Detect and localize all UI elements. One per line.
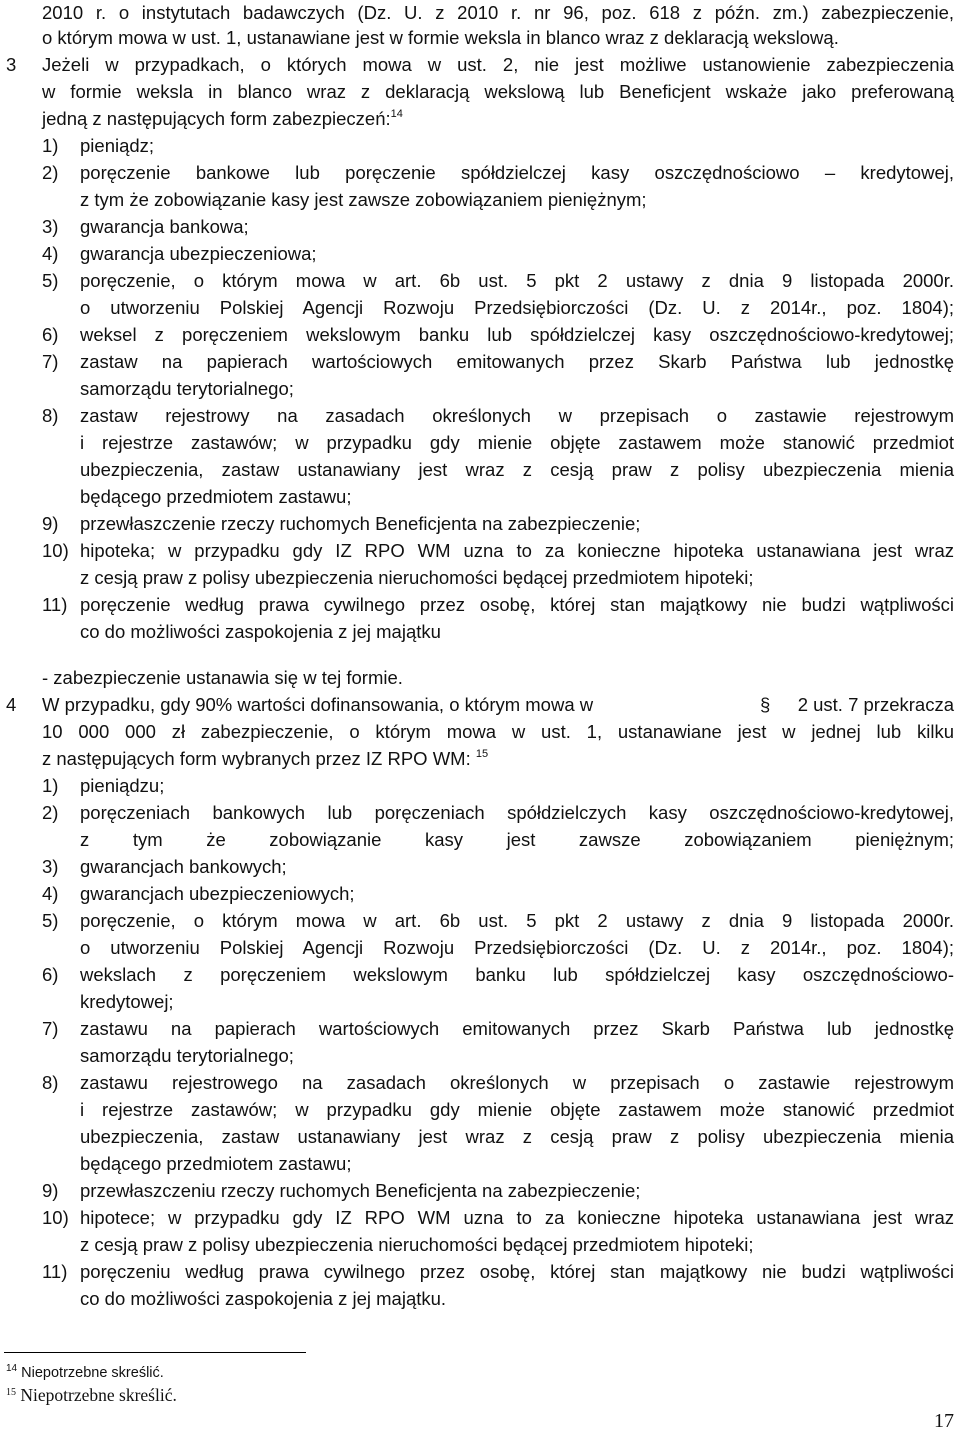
section-3-line-1: Jeżeli w przypadkach, o których mowa w ust. 2, nie jest możliwe ustanowienie zabezpieczenia (42, 54, 954, 75)
section-4-item-text: będącego przedmiotem zastawu; (80, 1153, 352, 1174)
section-4-item-number: 11) (42, 1261, 68, 1282)
section-4-item-number: 6) (42, 964, 59, 985)
footnote-15: $^{15}$ Niepotrzebne skreślić. (6, 1385, 177, 1405)
section-4-item-text: hipotece; w przypadku gdy IZ RPO WM uzna to za konieczne hipoteka ustanawiana jest wraz (80, 1207, 954, 1228)
section-3-item-number: 1) (42, 135, 59, 156)
section-4-item-text: z cesją praw z polisy ubezpieczenia nieruchomości będącej przedmiotem hipoteki; (80, 1234, 754, 1255)
section-3-line-3: jedną z następujących form zabezpieczeń:$^{14}$ (42, 108, 403, 129)
paragraph-sign: § (760, 694, 771, 715)
section-3-item-text: hipoteka; w przypadku gdy IZ RPO WM uzna to za konieczne hipoteka ustanawiana jest wraz (80, 540, 954, 561)
section-3-item-text: gwarancja ubezpieczeniowa; (80, 243, 317, 264)
section-3-item-number: 9) (42, 513, 59, 534)
section-3-item-number: 7) (42, 351, 59, 372)
section-4-item-text: gwarancjach ubezpieczeniowych; (80, 883, 355, 904)
page-number: 17 (934, 1410, 954, 1432)
section-3-item-text: co do możliwości zaspokojenia z jej majątku (80, 621, 441, 642)
section-4-item-number: 10) (42, 1207, 69, 1228)
section-4-item-text: i rejestrze zastawów; w przypadku gdy mienie objęte zastawem może stanowić przedmiot (80, 1099, 954, 1120)
section-3-item-text: będącego przedmiotem zastawu; (80, 486, 352, 507)
section-4-item-text: zastawu na papierach wartościowych emitowanych przez Skarb Państwa lub jednostkę (80, 1018, 954, 1039)
section-3-closing: - zabezpieczenie ustanawia się w tej formie. (42, 667, 403, 688)
section-3-item-number: 4) (42, 243, 59, 264)
section-4-item-text: gwarancjach bankowych; (80, 856, 287, 877)
section-4-item-text: ubezpieczenia, zastaw ustanawiany jest wraz z cesją praw z polisy ubezpieczenia mienia (80, 1126, 954, 1147)
section-3-item-text: pieniądz; (80, 135, 155, 156)
section-3-number: 3 (6, 54, 17, 75)
section-4-item-number: 9) (42, 1180, 59, 1201)
section-3-item-text: weksel z poręczeniem wekslowym banku lub spółdzielczej kasy oszczędnościowo-kredytowej; (80, 324, 954, 345)
section-4-item-number: 1) (42, 775, 59, 796)
section-3-line-2: w formie weksla in blanco wraz z deklaracją wekslową lub Beneficjent wskaże jako preferowaną (42, 81, 954, 102)
section-4-item-text: co do możliwości zaspokojenia z jej majątku. (80, 1288, 447, 1309)
section-3-item-number: 3) (42, 216, 59, 237)
section-3-item-number: 6) (42, 324, 59, 345)
section-3-item-text: gwarancja bankowa; (80, 216, 249, 237)
section-4-item-text: zastawu rejestrowego na zasadach określonych w przepisach o zastawie rejestrowym (80, 1072, 954, 1093)
section-3-item-number: 2) (42, 162, 59, 183)
section-4-item-text: o utworzeniu Polskiej Agencji Rozwoju Przedsiębiorczości (Dz. U. z 2014r., poz. 1804); (80, 937, 954, 958)
section-3-item-text: i rejestrze zastawów; w przypadku gdy mienie objęte zastawem może stanowić przedmiot (80, 432, 954, 453)
section-4-item-number: 8) (42, 1072, 59, 1093)
section-4-line-2: 10 000 000 zł zabezpieczenie, o którym mowa w ust. 1, ustanawiane jest w jednej lub kilku (42, 721, 954, 742)
section-4-item-number: 2) (42, 802, 59, 823)
section-3-item-text: zastaw rejestrowy na zasadach określonych w przepisach o zastawie rejestrowym (80, 405, 954, 426)
section-4-item-text: samorządu terytorialnego; (80, 1045, 294, 1066)
section-3-item-text: o utworzeniu Polskiej Agencji Rozwoju Przedsiębiorczości (Dz. U. z 2014r., poz. 1804); (80, 297, 954, 318)
section-3-item-text: poręczenie, o którym mowa w art. 6b ust. 5 pkt 2 ustawy z dnia 9 listopada 2000r. (80, 270, 954, 291)
section-3-item-text: ubezpieczenia, zastaw ustanawiany jest wraz z cesją praw z polisy ubezpieczenia mienia (80, 459, 954, 480)
section-4-line-3: z następujących form wybranych przez IZ RPO WM: $^{15}$ (42, 748, 489, 769)
section-4-number: 4 (6, 694, 17, 715)
section-3-item-text: z cesją praw z polisy ubezpieczenia nieruchomości będącej przedmiotem hipoteki; (80, 567, 754, 588)
section-4-item-text: wekslach z poręczeniem wekslowym banku lub spółdzielczej kasy oszczędnościowo- (80, 964, 954, 985)
section-4-item-text: poręczeniu według prawa cywilnego przez osobę, której stan majątkowy nie budzi wątpliwości (80, 1261, 954, 1282)
section-3-item-text: z tym że zobowiązanie kasy jest zawsze zobowiązaniem pieniężnym; (80, 189, 647, 210)
section-4-item-text: kredytowej; (80, 991, 174, 1012)
footnote-14: $^{14}$ Niepotrzebne skreślić. (6, 1363, 164, 1381)
section-4-item-number: 4) (42, 883, 59, 904)
section-3-item-text: poręczenie bankowe lub poręczenie spółdzielczej kasy oszczędnościowo – kredytowej, (80, 162, 954, 183)
intro-line-2: o którym mowa w ust. 1, ustanawiane jest w formie weksla in blanco wraz z deklaracją wekslową. (42, 27, 839, 48)
section-3-item-text: zastaw na papierach wartościowych emitowanych przez Skarb Państwa lub jednostkę (80, 351, 954, 372)
footnote-separator (4, 1352, 306, 1353)
section-4-item-text: pieniądzu; (80, 775, 165, 796)
section-3-item-number: 5) (42, 270, 59, 291)
intro-line-1: 2010 r. o instytutach badawczych (Dz. U. z 2010 r. nr 96, poz. 618 z późn. zm.) zabezpieczenie, (42, 2, 954, 23)
section-4-item-text: przewłaszczeniu rzeczy ruchomych Beneficjenta na zabezpieczenie; (80, 1180, 641, 1201)
section-4-item-number: 3) (42, 856, 59, 877)
section-3-item-text: przewłaszczenie rzeczy ruchomych Beneficjenta na zabezpieczenie; (80, 513, 641, 534)
footnote-ref-15: 15 (475, 748, 489, 760)
section-4-item-number: 5) (42, 910, 59, 931)
section-4-item-text: z tym że zobowiązanie kasy jest zawsze zobowiązaniem pieniężnym; (80, 829, 954, 850)
section-4-line-1: W przypadku, gdy 90% wartości dofinansowania, o którym mowa w § 2 ust. 7 przekracza (42, 694, 954, 715)
section-4-item-text: poręczeniach bankowych lub poręczeniach spółdzielczych kasy oszczędnościowo-kredytowej, (80, 802, 954, 823)
section-3-item-number: 8) (42, 405, 59, 426)
footnote-ref-14: 14 (390, 108, 403, 120)
section-3-item-text: poręczenie według prawa cywilnego przez osobę, której stan majątkowy nie budzi wątpliwości (80, 594, 954, 615)
section-3-item-number: 10) (42, 540, 69, 561)
section-3-item-text: samorządu terytorialnego; (80, 378, 294, 399)
section-4-item-text: poręczenie, o którym mowa w art. 6b ust. 5 pkt 2 ustawy z dnia 9 listopada 2000r. (80, 910, 954, 931)
section-4-item-number: 7) (42, 1018, 59, 1039)
section-3-item-number: 11) (42, 594, 68, 615)
